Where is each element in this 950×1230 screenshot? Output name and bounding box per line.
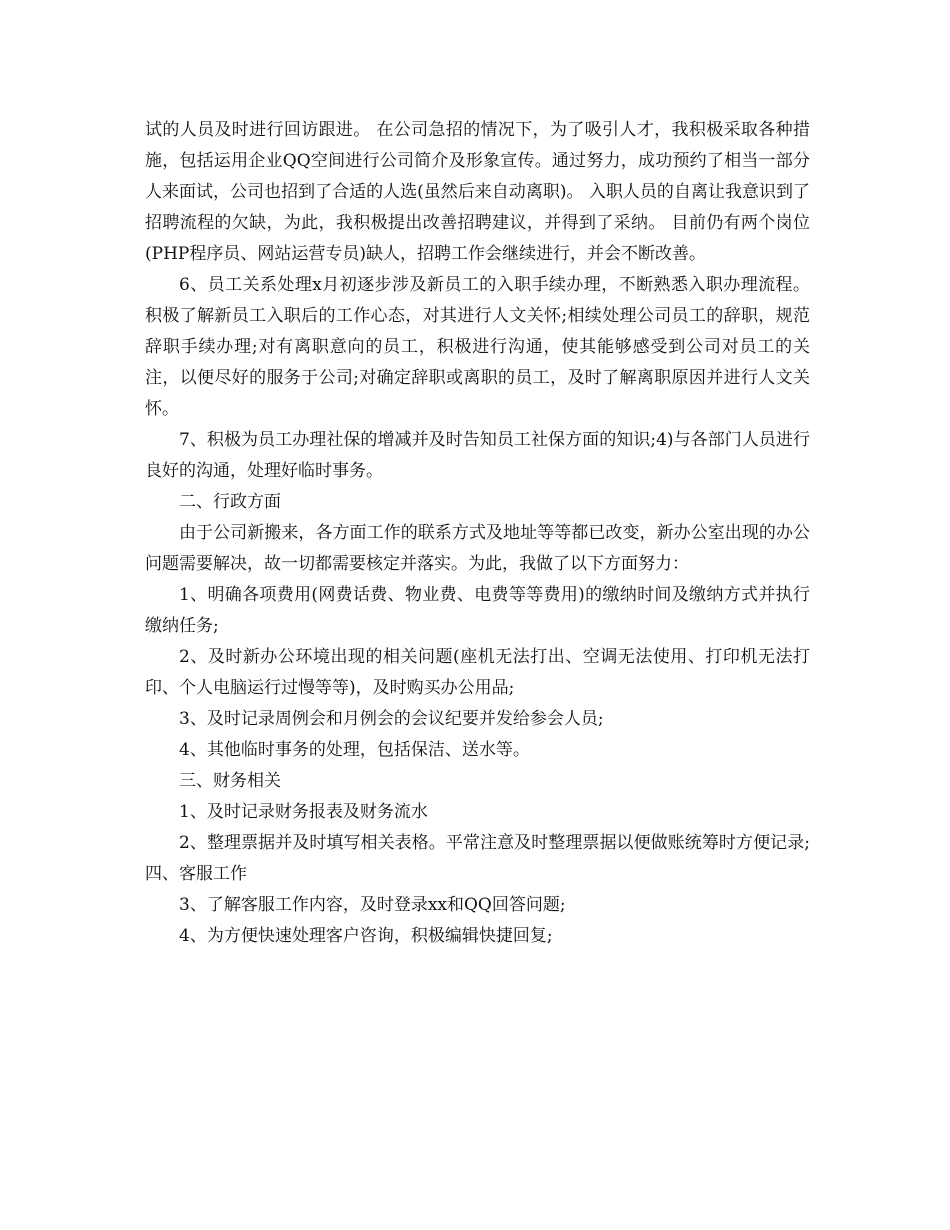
list-item-customer-service: 3、了解客服工作内容，及时登录xx和QQ回答问题;: [179, 895, 566, 915]
paragraph-social-insurance: 7、积极为员工办理社保的增减并及时告知员工社保方面的知识;4)与各部门人员进行良好的沟通，处理好临时事务。: [145, 430, 810, 481]
section-heading-finance: 三、财务相关: [179, 771, 281, 791]
paragraph-office-move: 由于公司新搬来，各方面工作的联系方式及地址等等都已改变，新办公室出现的办公问题需要解决，故一切都需要核定并落实。为此，我做了以下方面努力：: [145, 523, 810, 574]
list-item-receipts: 2、整理票据并及时填写相关表格。平常注意及时整理票据以便做账统筹时方便记录;四、客服工作: [145, 833, 810, 884]
list-item-quick-replies: 4、为方便快速处理客户咨询，积极编辑快捷回复;: [179, 926, 553, 946]
list-item-fees: 1、明确各项费用(网费话费、物业费、电费等等费用)的缴纳时间及缴纳方式并执行缴纳任务;: [145, 585, 810, 636]
list-item-financial-records: 1、及时记录财务报表及财务流水: [179, 802, 428, 822]
section-heading-administration: 二、行政方面: [179, 492, 281, 512]
paragraph-employee-relations: 6、员工关系处理x月初逐步涉及新员工的入职手续办理，不断熟悉入职办理流程。积极了解新员工入职后的工作心态，对其进行人文关怀;相续处理公司员工的辞职，规范辞职手续办理;对有离职意向的员工，积极进行沟通，使其能够感受到公司对员工的关注，以便尽好的服务于公司;对确定辞职或离职的员工，及时了解离职原因并进行人文关怀。: [145, 275, 810, 419]
document-body: [145, 115, 810, 952]
list-item-meeting-minutes: 3、及时记录周例会和月例会的会议纪要并发给参会人员;: [179, 709, 604, 729]
list-item-misc-affairs: 4、其他临时事务的处理，包括保洁、送水等。: [179, 740, 530, 760]
list-item-office-issues: 2、及时新办公环境出现的相关问题(座机无法打出、空调无法使用、打印机无法打印、个人电脑运行过慢等等)，及时购买办公用品;: [145, 647, 810, 698]
paragraph-recruitment-followup: 试的人员及时进行回访跟进。 在公司急招的情况下，为了吸引人才，我积极采取各种措施，包括运用企业QQ空间进行公司简介及形象宣传。通过努力，成功预约了相当一部分人来面试，公司也招到了合适的人选(虽然后来自动离职)。 入职人员的自离让我意识到了招聘流程的欠缺，为此，我积极提出改善招聘建议，并得到了采纳。 目前仍有两个岗位(PHP程序员、网站运营专员)缺人，招聘工作会继续进行，并会不断改善。: [145, 120, 810, 264]
